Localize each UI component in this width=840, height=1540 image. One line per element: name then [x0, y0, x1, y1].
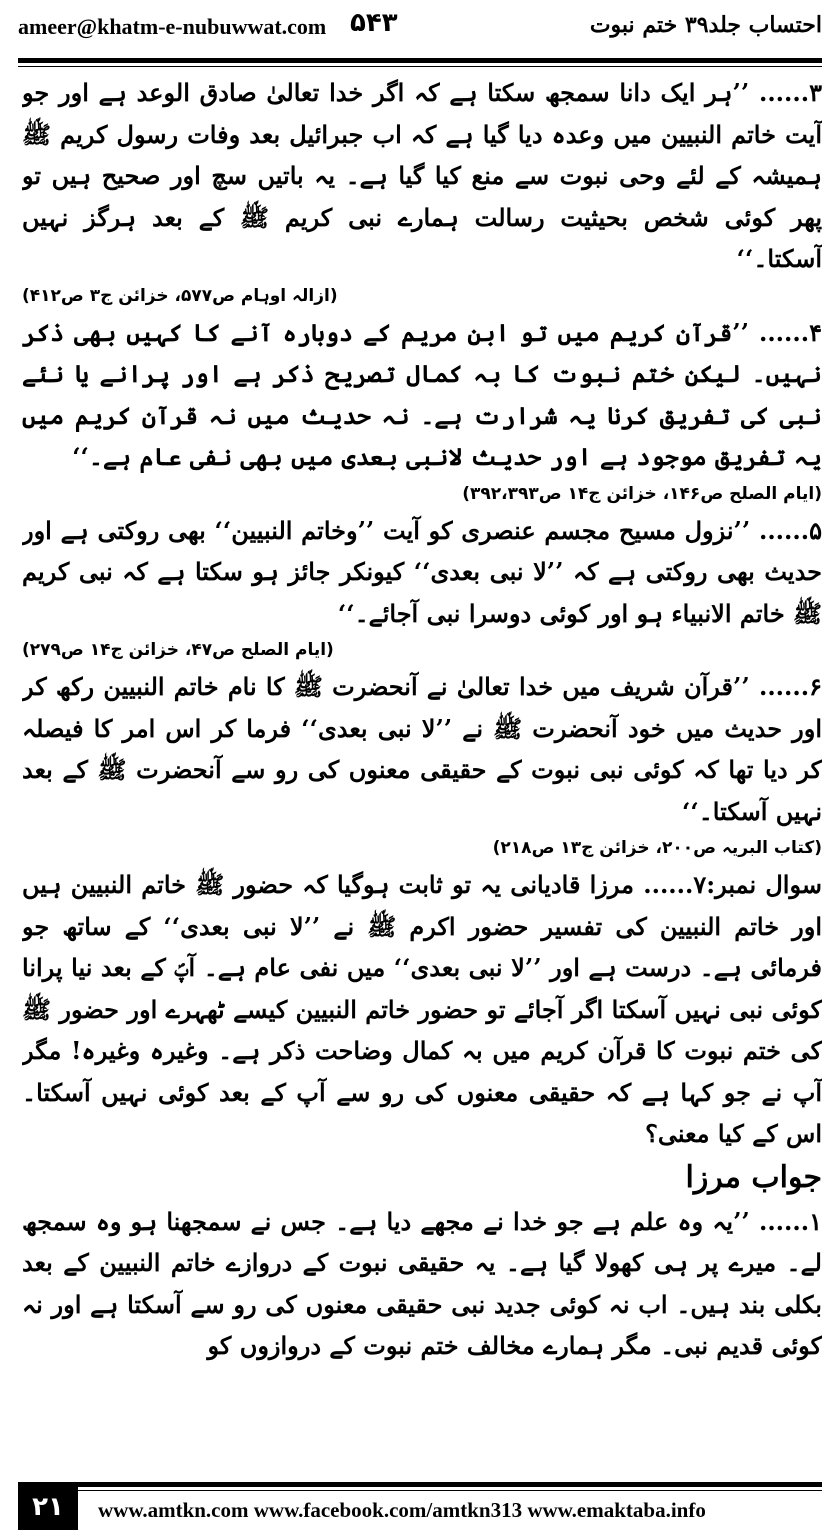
quote-4-reference: (ایام الصلح ص۱۴۶، خزائن ج۱۴ ص۳۹۲،۳۹۳) — [462, 483, 822, 504]
answer-heading: جواب مرزا — [685, 1159, 822, 1195]
footer-links: www.amtkn.com www.facebook.com/amtkn313 www.emaktaba.info — [98, 1498, 706, 1522]
quote-5: ۵...... ’’نزول مسیح مجسم عنصری کو آیت ’’وخاتم النبیین‘‘ بھی روکتی ہے اور حدیث بھی روکتی ہے کہ ’’لا نبی بعدی‘‘ کیونکر جائز ہو سکتا ہے کہ نبی کریم ﷺ خاتم الانبیاء ہو اور کوئی دوسرا نبی آجائے۔‘‘ — [22, 515, 822, 628]
footer-folio: ۲۱ — [18, 1482, 78, 1530]
quote-3: ۳...... ’’ہر ایک دانا سمجھ سکتا ہے کہ اگر خدا تعالیٰ صادق الوعد ہے اور جو آیت خاتم النبیین میں وعدہ دیا گیا ہے کہ اب جبرائیل بعد وفات رسول کریم ﷺ ہمیشہ کے لئے وحی نبوت سے منع کیا گیا ہے۔ یہ باتیں سچ اور صحیح ہیں تو پھر کوئی شخص بحیثیت رسالت ہمارے نبی کریم ﷺ کے بعد ہرگز نہیں آسکتا۔‘‘ — [22, 78, 822, 273]
header-book-title: احتساب جلد۳۹ ختم نبوت — [589, 12, 822, 38]
answer-1: ۱...... ’’یہ وہ علم ہے جو خدا نے مجھے دیا ہے۔ جس نے سمجھنا ہو وہ سمجھ لے۔ میرے پر ہی کھولا گیا ہے۔ یہ حقیقی نبوت کے دروازے خاتم النبیین کے بعد بکلی بند ہیں۔ اب نہ کوئی جدید نبی حقیقی معنوں کی رو سے آسکتا ہے اور نہ کوئی قدیم نبی۔ مگر ہمارے مخالف ختم نبوت کے دروازوں کو — [22, 1206, 822, 1360]
quote-6: ۶...... ’’قرآن شریف میں خدا تعالیٰ نے آنحضرت ﷺ کا نام خاتم النبیین رکھ کر اور حدیث میں خود آنحضرت ﷺ نے ’’لا نبی بعدی‘‘ فرما کر اس امر کا فیصلہ کر دیا تھا کہ کوئی نبی نبوت کے حقیقی معنوں کی رو سے آنحضرت ﷺ کے بعد نہیں آسکتا۔‘‘ — [22, 672, 822, 826]
header-page-number: ۵۴۳ — [350, 8, 398, 38]
page-footer — [18, 1482, 822, 1532]
header-email: ameer@khatm-e-nubuwwat.com — [18, 14, 327, 39]
question-7: سوال نمبر:۷...... مرزا قادیانی یہ تو ثابت ہوگیا کہ حضور ﷺ خاتم النبیین ہیں اور خاتم النبیین کی تفسیر حضور اکرم ﷺ نے ’’لا نبی بعدی‘‘ کے ساتھ جو فرمائی ہے۔ درست ہے اور ’’لا نبی بعدی‘‘ میں نفی عام ہے۔ آپؐ کے بعد نیا پرانا کوئی نبی نہیں آسکتا اگر آجائے تو حضور خاتم النبیین کیسے ٹھہرے اور حضور ﷺ کی ختم نبوت کا قرآن کریم میں بہ کمال وضاحت ذکر ہے۔ وغیرہ وغیرہ! مگر آپ نے جو کہا ہے کہ حقیقی معنوں کی رو سے آپ کے بعد کوئی نہیں آسکتا۔ اس کے کیا معنی؟ — [22, 870, 822, 1148]
quote-4: ۴...... ’’قرآن کریم میں تو ابن مریم کے دوبارہ آنے کا کہیں بھی ذکر نہیں۔ لیکن ختم نبوت کا بہ کمال تصریح ذکر ہے اور پرانے یا نئے نبی کی تفریق کرنا یہ شرارت ہے۔ نہ حدیث میں نہ قرآن کریم میں یہ تفریق موجود ہے اور حدیث لانبی بعدی میں بھی نفی عام ہے۔‘‘ — [22, 317, 822, 471]
quote-3-reference: (ازالہ اوہام ص۵۷۷، خزائن ج۳ ص۴۱۲) — [22, 285, 338, 306]
quote-6-reference: (کتاب البریہ ص۲۰۰، خزائن ج۱۳ ص۲۱۸) — [492, 838, 822, 858]
page-body — [22, 72, 822, 1474]
header-rule — [18, 58, 822, 63]
footer-rule-thin — [18, 1490, 822, 1491]
page-header — [18, 10, 822, 50]
header-rule-thin — [18, 66, 822, 67]
quote-5-reference: (ایام الصلح ص۴۷، خزائن ج۱۴ ص۲۷۹) — [22, 640, 334, 660]
footer-rule — [18, 1482, 822, 1487]
